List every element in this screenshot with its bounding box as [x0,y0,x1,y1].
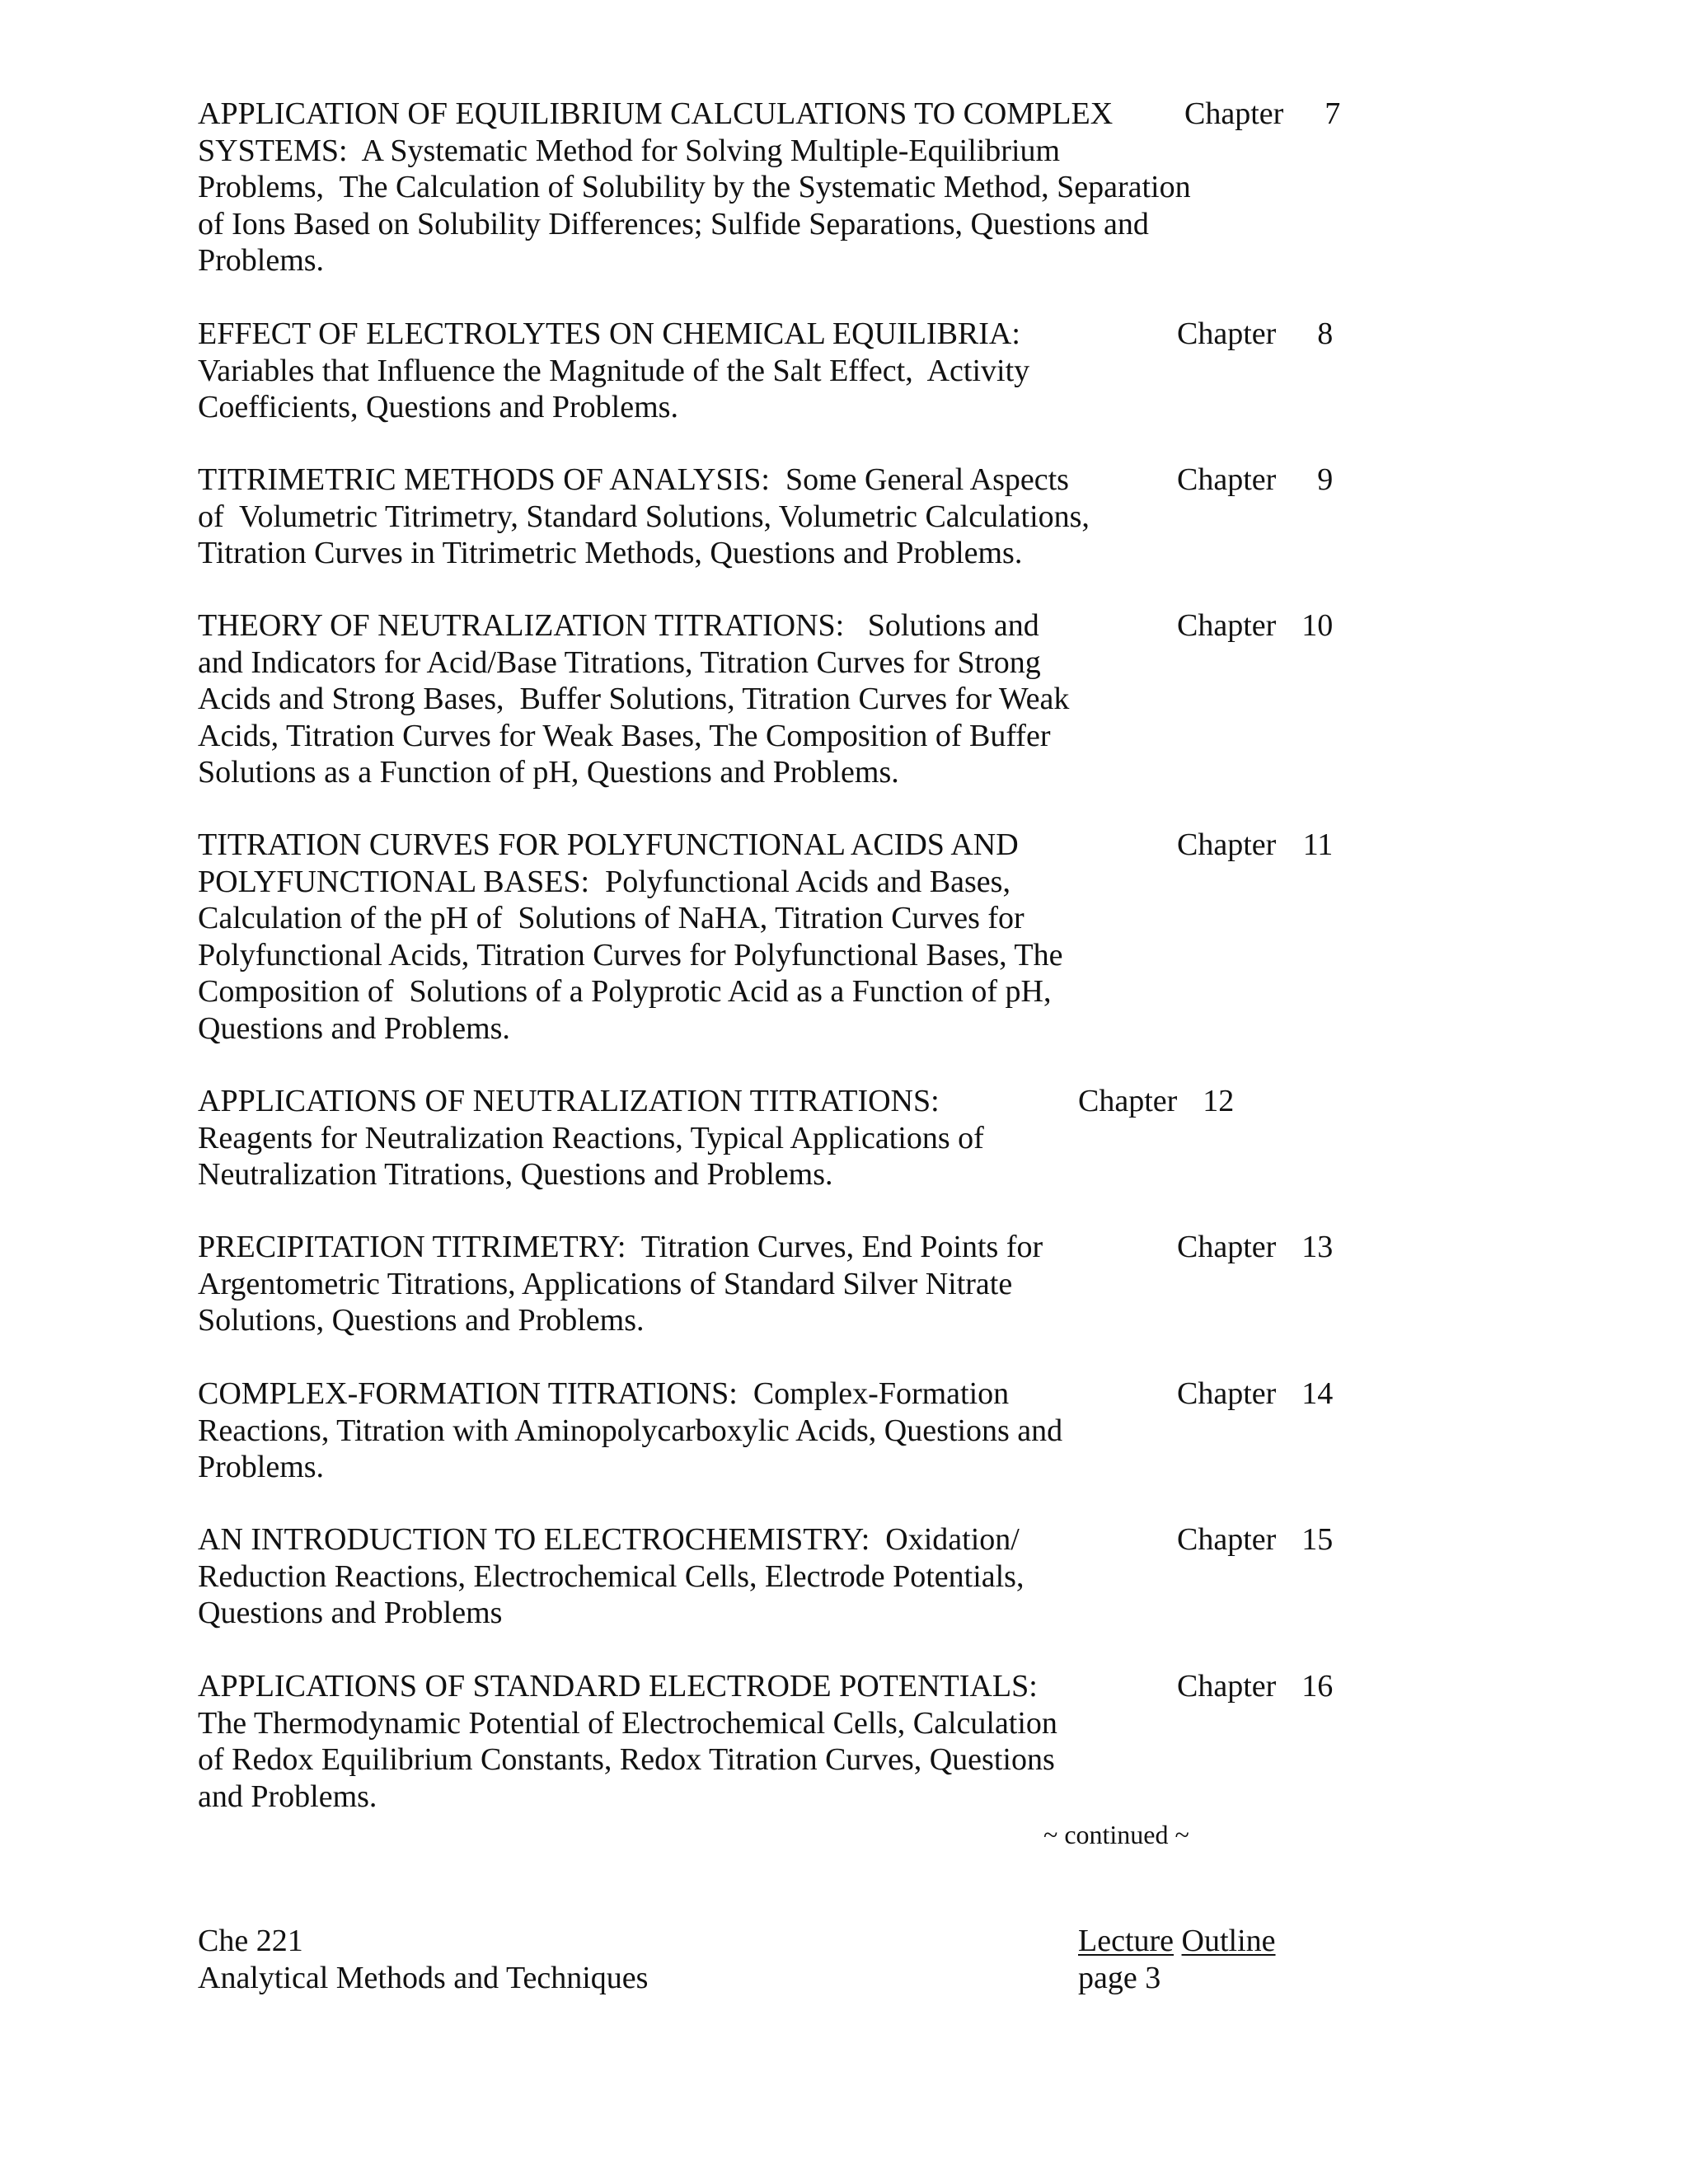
chapter-number: 13 [1301,1230,1334,1264]
chapter-reference [1078,1083,1234,1120]
toc-entry-line: of Ions Based on Solubility Differences; Sulfide Separations, Questions and [198,206,1149,241]
toc-entry-line: TITRIMETRIC METHODS OF ANALYSIS: Some General Aspects [198,462,1069,497]
toc-entry-line: APPLICATIONS OF NEUTRALIZATION TITRATIONS: [198,1084,940,1118]
footer-outline-label [1078,1923,1276,1960]
toc-entry-line: APPLICATIONS OF STANDARD ELECTRODE POTENTIALS: [198,1669,1038,1704]
toc-entry-line: SYSTEMS: A Systematic Method for Solving Multiple-Equilibrium [198,133,1061,168]
footer-page-number: page 3 [1078,1961,1161,1995]
toc-entry-line: and Problems. [198,1779,377,1814]
toc-entry-line: EFFECT OF ELECTROLYTES ON CHEMICAL EQUILIBRIA: [198,316,1020,351]
chapter-label: Chapter [1177,1230,1277,1264]
chapter-label: Chapter [1177,827,1277,862]
toc-entry-line: AN INTRODUCTION TO ELECTROCHEMISTRY: Oxidation/ [198,1522,1020,1557]
chapter-number: 7 [1325,96,1341,131]
toc-entry-description [198,1229,1043,1339]
toc-entry-line: Titration Curves in Titrimetric Methods, Questions and Problems. [198,536,1023,570]
toc-entry-line: Acids and Strong Bases, Buffer Solutions, Titration Curves for Weak [198,682,1070,716]
toc-entry-line: Reactions, Titration with Aminopolycarboxylic Acids, Questions and [198,1413,1063,1448]
toc-entry-line: of Redox Equilibrium Constants, Redox Titration Curves, Questions [198,1742,1055,1777]
toc-entry-description [198,607,1069,791]
chapter-reference [1177,827,1333,864]
toc-entry-description [198,316,1029,426]
chapter-number: 14 [1301,1376,1334,1411]
chapter-reference [1177,1521,1333,1558]
toc-entry-line: Calculation of the pH of Solutions of NaHA, Titration Curves for [198,901,1025,935]
chapter-label: Chapter [1177,1522,1277,1557]
toc-entry-line: Argentometric Titrations, Applications of Standard Silver Nitrate [198,1266,1013,1301]
footer-outline-word-lecture: Lecture [1078,1924,1175,1958]
chapter-number: 15 [1301,1522,1334,1557]
toc-entry-line: POLYFUNCTIONAL BASES: Polyfunctional Acids and Bases, [198,864,1010,899]
chapter-label: Chapter [1177,1376,1277,1411]
toc-entry-description [198,827,1063,1047]
chapter-reference [1177,607,1333,644]
toc-entry-description [198,462,1090,572]
toc-entry-line: PRECIPITATION TITRIMETRY: Titration Curves, End Points for [198,1230,1043,1264]
chapter-number: 11 [1302,827,1334,862]
footer-course-code: Che 221 [198,1924,303,1958]
toc-entry-line: Neutralization Titrations, Questions and Problems. [198,1157,833,1192]
toc-entry-description [198,1668,1057,1815]
chapter-reference [1177,1229,1333,1266]
chapter-reference [1177,1668,1333,1705]
chapter-label: Chapter [1177,608,1277,643]
chapter-label: Chapter [1177,316,1277,351]
toc-entry-line: Coefficients, Questions and Problems. [198,390,678,424]
toc-entry-line: Problems, The Calculation of Solubility by the Systematic Method, Separation [198,170,1191,204]
toc-entry-line: Problems. [198,1450,325,1484]
toc-entry-line: Variables that Influence the Magnitude of the Salt Effect, Activity [198,353,1030,388]
chapter-label: Chapter [1184,96,1284,131]
toc-entry-line: Acids, Titration Curves for Weak Bases, The Composition of Buffer [198,718,1051,753]
chapter-label: Chapter [1078,1084,1178,1118]
chapter-label: Chapter [1177,1669,1277,1704]
toc-entry-line: Composition of Solutions of a Polyprotic Acid as a Function of pH, [198,974,1052,1009]
toc-entry-line: Questions and Problems. [198,1010,510,1046]
toc-entry-line: Reduction Reactions, Electrochemical Cells, Electrode Potentials, [198,1558,1025,1594]
chapter-reference [1184,96,1340,133]
chapter-label: Chapter [1177,462,1277,497]
toc-entry-description [198,1083,984,1193]
chapter-reference [1177,1376,1333,1413]
chapter-number: 16 [1301,1669,1334,1704]
toc-entry-line: Polyfunctional Acids, Titration Curves for Polyfunctional Bases, The [198,937,1063,972]
chapter-number: 8 [1317,316,1334,351]
footer-outline-word-outline: Outline [1181,1924,1276,1958]
toc-entry-description [198,96,1191,279]
chapter-reference [1177,462,1333,499]
toc-entry-line: TITRATION CURVES FOR POLYFUNCTIONAL ACIDS AND [198,827,1019,862]
toc-entry-line: and Indicators for Acid/Base Titrations, Titration Curves for Strong [198,644,1041,680]
toc-entry-line: COMPLEX-FORMATION TITRATIONS: Complex-Formation [198,1376,1010,1411]
chapter-number: 10 [1301,608,1334,643]
continued-note: ~ continued ~ [1043,1820,1189,1849]
toc-entry-line: Problems. [198,243,325,278]
toc-entry-description [198,1376,1062,1486]
toc-entry-line: The Thermodynamic Potential of Electrochemical Cells, Calculation [198,1705,1057,1741]
toc-entry-line: THEORY OF NEUTRALIZATION TITRATIONS: Solutions and [198,608,1039,643]
toc-entry-line: of Volumetric Titrimetry, Standard Solutions, Volumetric Calculations, [198,499,1090,534]
toc-entry-line: Solutions, Questions and Problems. [198,1303,645,1338]
toc-entry-line: Solutions as a Function of pH, Questions and Problems. [198,755,899,790]
toc-entry-description [198,1521,1024,1632]
toc-entry-line: APPLICATION OF EQUILIBRIUM CALCULATIONS TO COMPLEX [198,96,1114,131]
chapter-reference [1177,316,1333,353]
chapter-number: 12 [1203,1084,1235,1118]
footer-course-title: Analytical Methods and Techniques [198,1961,649,1995]
toc-entry-line: Questions and Problems [198,1596,503,1630]
toc-entry-line: Reagents for Neutralization Reactions, Typical Applications of [198,1120,984,1155]
chapter-number: 9 [1317,462,1334,497]
